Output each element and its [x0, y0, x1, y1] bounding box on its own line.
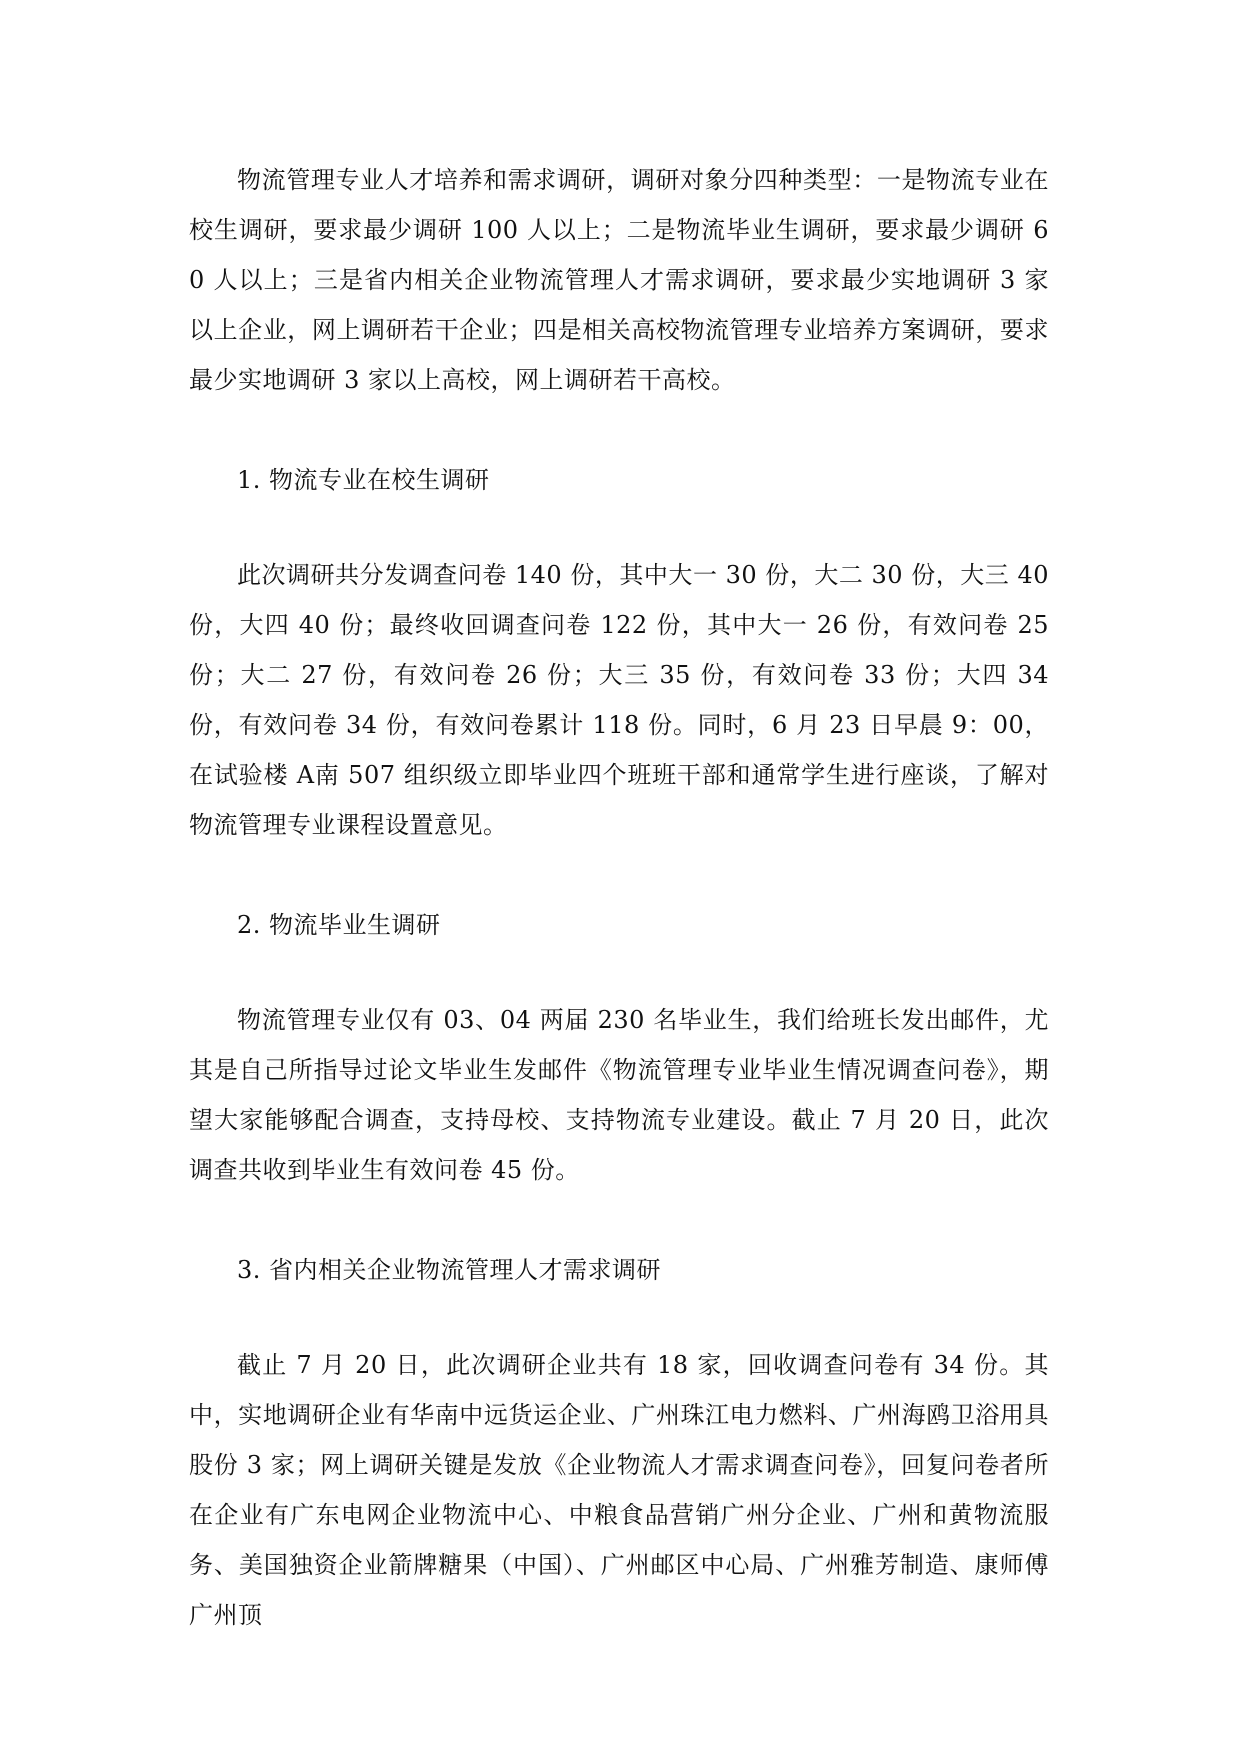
section-2-heading: 2. 物流毕业生调研 [237, 911, 441, 939]
section-3-heading: 3. 省内相关企业物流管理人才需求调研 [237, 1256, 662, 1284]
section-1-paragraph: 此次调研共分发调查问卷 140 份，其中大一 30 份，大二 30 份，大三 40 份，大四 40 份；最终收回调查问卷 122 份，其中大一 26 份，有效问卷 25 份；大二 27 份，有效问卷 26 份；大三 35 份，有效问卷 33 份；大四 34 份，有效问卷 34 份，有效问卷累计 118 份。同时，6 月 23 日早晨 9：00，在试验楼 A南 507 组织级立即毕业四个班班干部和通常学生进行座谈，了解对物流管理专业课程设置意见。 [189, 561, 1049, 839]
document-body [189, 155, 1049, 1640]
section-2-paragraph: 物流管理专业仅有 03、04 两届 230 名毕业生，我们给班长发出邮件，尤其是自己所指导过论文毕业生发邮件《物流管理专业毕业生情况调查问卷》，期望大家能够配合调查，支持母校、支持物流专业建设。截止 7 月 20 日，此次调查共收到毕业生有效问卷 45 份。 [189, 1006, 1049, 1184]
intro-paragraph: 物流管理专业人才培养和需求调研，调研对象分四种类型：一是物流专业在校生调研，要求最少调研 100 人以上；二是物流毕业生调研，要求最少调研 60 人以上；三是省内相关企业物流管理人才需求调研，要求最少实地调研 3 家以上企业，网上调研若干企业；四是相关高校物流管理专业培养方案调研，要求最少实地调研 3 家以上高校，网上调研若干高校。 [189, 166, 1049, 394]
section-3-paragraph: 截止 7 月 20 日，此次调研企业共有 18 家，回收调查问卷有 34 份。其中，实地调研企业有华南中远货运企业、广州珠江电力燃料、广州海鸥卫浴用具股份 3 家；网上调研关键是发放《企业物流人才需求调查问卷》，回复问卷者所在企业有广东电网企业物流中心、中粮食品营销广州分企业、广州和黄物流服务、美国独资企业箭牌糖果（中国）、广州邮区中心局、广州雅芳制造、康师傅广州顶 [189, 1351, 1049, 1629]
section-1-heading: 1. 物流专业在校生调研 [237, 466, 490, 494]
